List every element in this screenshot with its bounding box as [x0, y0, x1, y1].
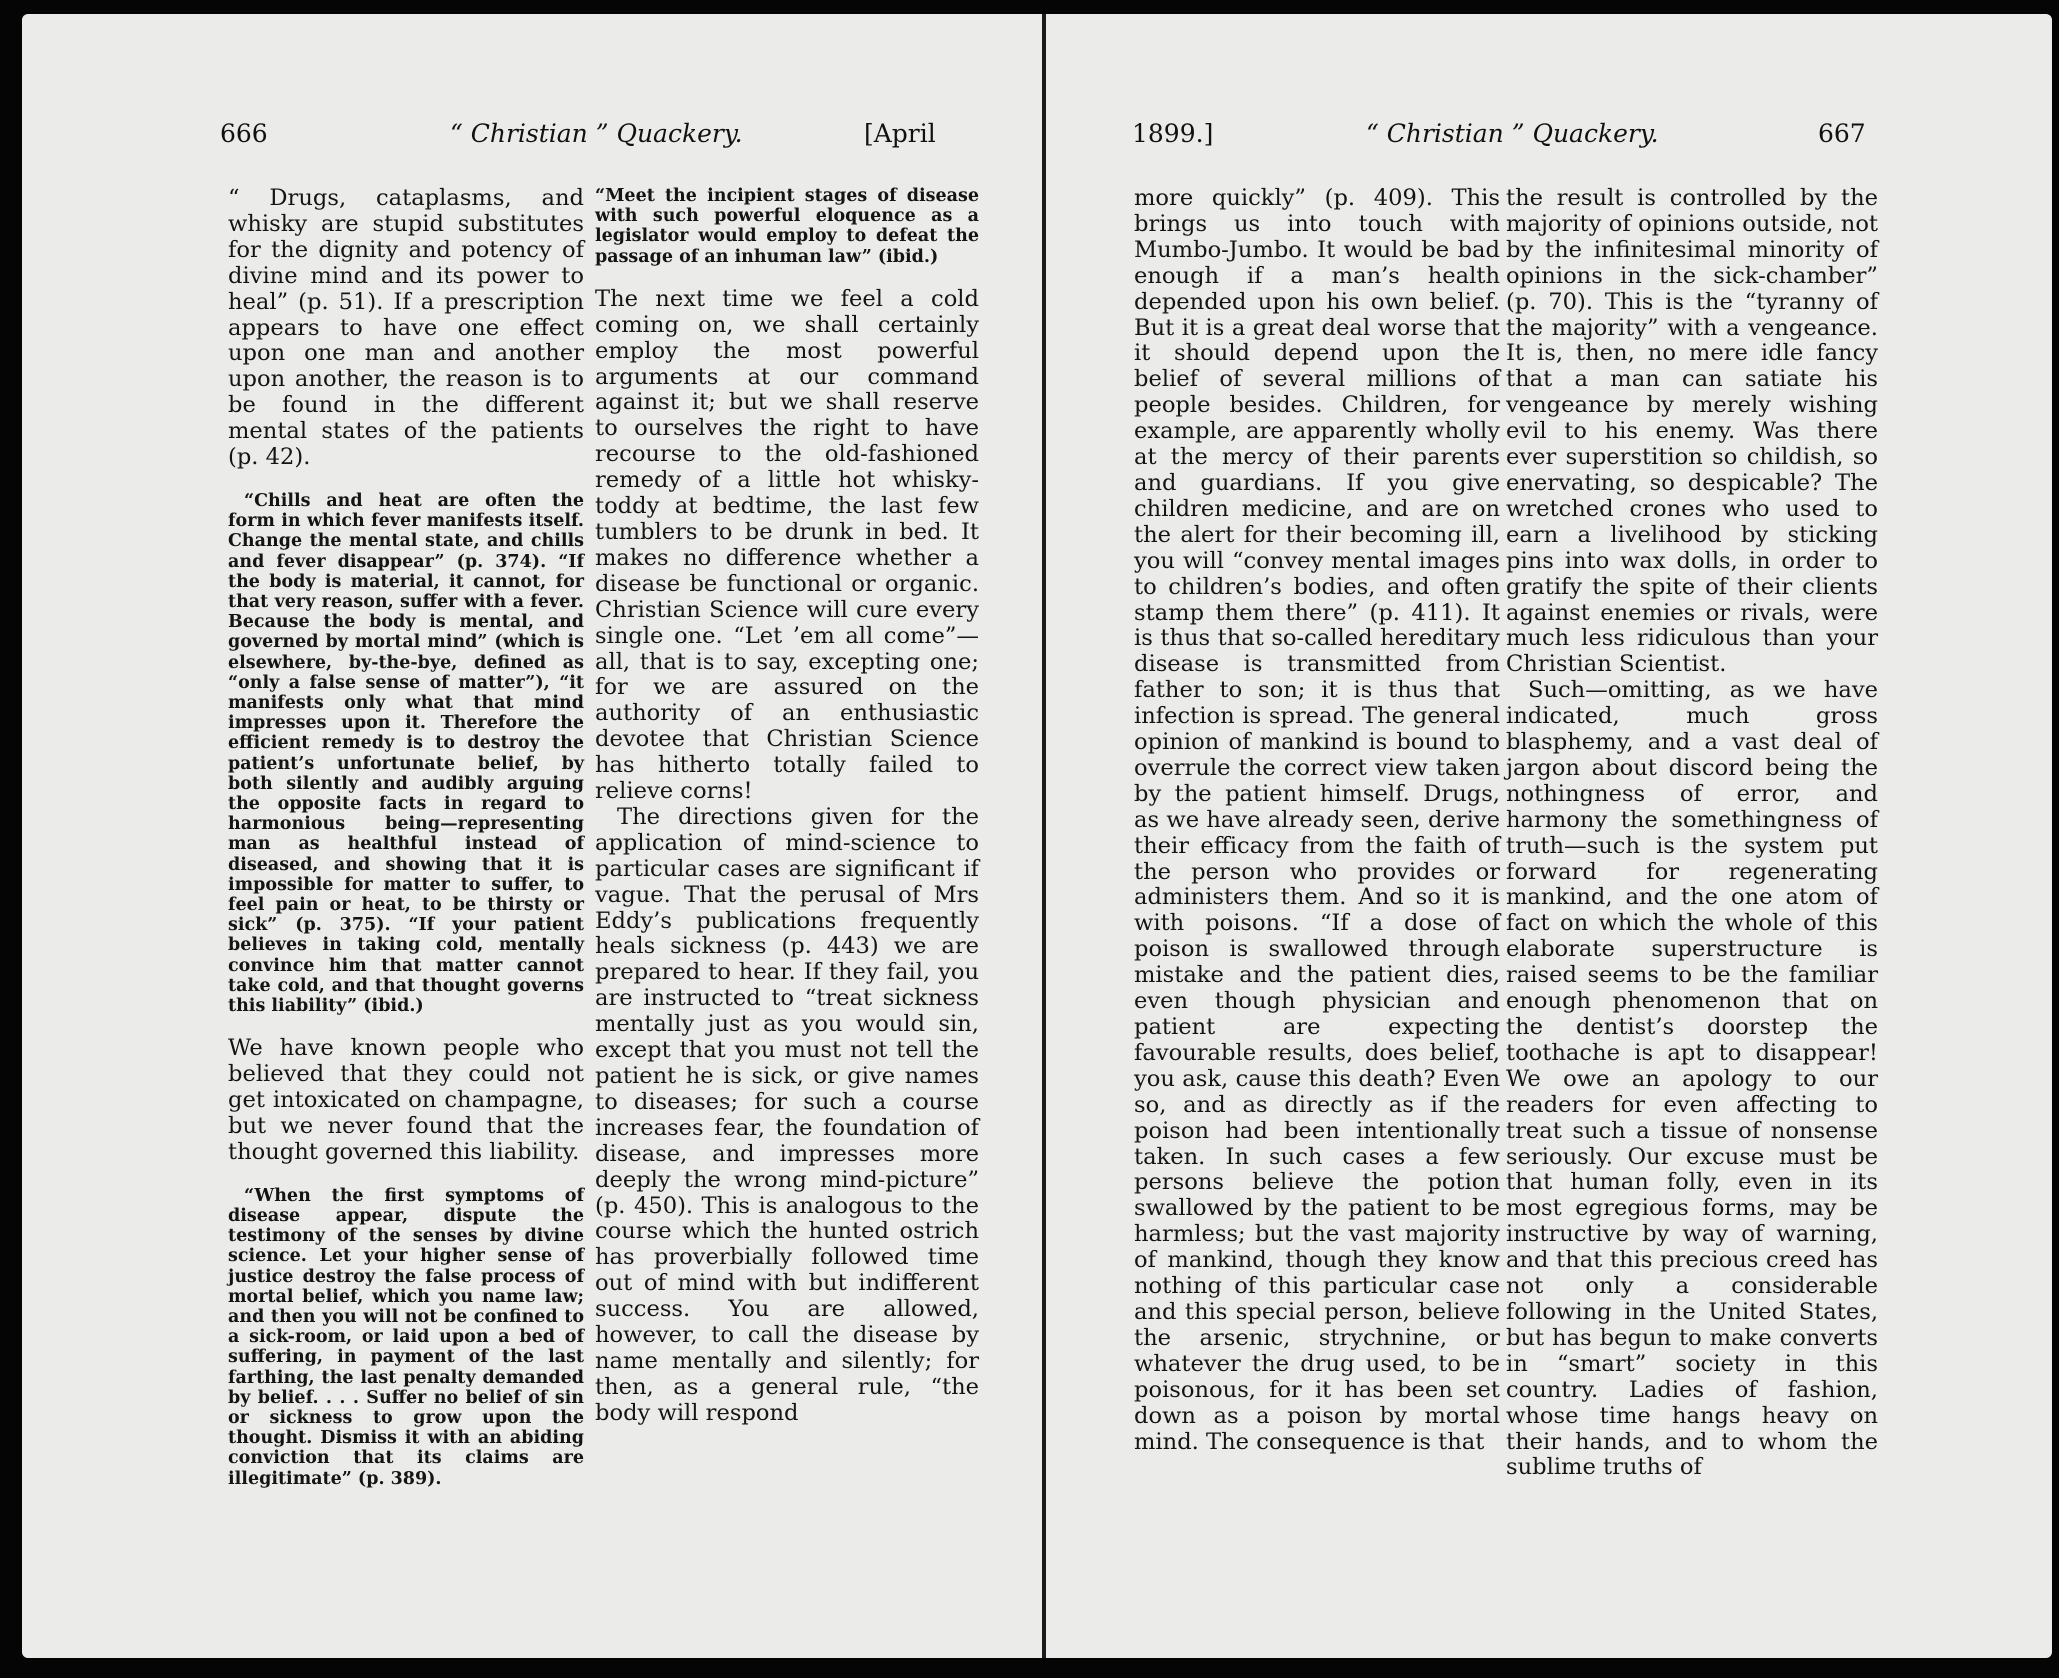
left-page — [22, 14, 1042, 1658]
paragraph: “ Drugs, cataplasms, and whisky are stupid substitutes for the dignity and potency of divine mind and its power to heal” (p. 51). If a prescription appears to have one effect upon one man and another upon another, the reason is to be found in the different mental states of the patients (p. 42). — [228, 185, 584, 471]
paragraph: more quickly” (p. 409). This brings us into touch with Mumbo-Jumbo. It would be bad enough if a man’s health depended upon his own belief. But it is a great deal worse that it should depend upon the belief of several millions of people besides. Children, for example, are apparently wholly at the mercy of their parents and guardians. If you give children medicine, and are on the alert for their becoming ill, you will “convey mental images to children’s bodies, and often stamp them there” (p. 411). It is thus that so-called hereditary disease is transmitted from father to son; it is thus that infection is spread. The general opinion of mankind is bound to overrule the correct view taken by the patient himself. Drugs, as we have already seen, derive their efficacy from the faith of the person who provides or administers them. And so it is with poisons. “If a dose of poison is swallowed through mistake and the patient dies, even though physician and patient are expecting favourable results, does belief, you ask, cause this death? Even so, and as directly as if the poison had been intentionally taken. In such cases a few persons believe the potion swallowed by the patient to be harmless; but the vast majority of mankind, though they know nothing of this particular case and this special person, believe the arsenic, strychnine, or whatever the drug used, to be poisonous, for it has been set down as a poison by mortal mind. The consequence is that — [1134, 185, 1500, 1455]
paragraph: The directions given for the application of mind-science to particular cases are significant if vague. That the perusal of Mrs Eddy’s publications frequently heals sickness (p. 443) we are prepared to hear. If they fail, you are instructed to “treat sickness mentally just as you would sin, except that you must not tell the patient he is sick, or give names to diseases; for such a course increases fear, the foundation of disease, and impresses more deeply the wrong mind-picture” (p. 450). This is analogous to the course which the hunted ostrich has proverbially followed time out of mind with but indifferent success. You are allowed, however, to call the disease by name mentally and silently; for then, as a general rule, “the body will respond — [595, 803, 979, 1426]
header-month: [April — [864, 119, 936, 148]
paragraph: the result is controlled by the majority of opinions outside, not by the infinitesimal minority of opinions in the sick-chamber” (p. 70). This is the “tyranny of the majority” with a vengeance. It is, then, no mere idle fancy that a man can satiate his vengeance by merely wishing evil to his enemy. Was there ever superstition so childish, so enervating, so despicable? The wretched crones who used to earn a livelihood by sticking pins into wax dolls, in order to gratify the spite of their clients against enemies or rivals, were much less ridiculous than your Christian Scientist. — [1506, 185, 1878, 678]
block-quote: “Meet the incipient stages of disease with such powerful eloquence as a legislator would employ to defeat the passage of an inhuman law” (ibid.) — [595, 186, 979, 267]
paragraph: Such—omitting, as we have indicated, much gross blasphemy, and a vast deal of jargon about discord being the nothingness of error, and harmony the somethingness of truth—such is the system put forward for regenerating mankind, and the one atom of fact on which the whole of this elaborate superstructure is raised seems to be the familiar enough phenomenon that on the dentist’s doorstep the toothache is apt to disappear! We owe an apology to our readers for even affecting to treat such a tissue of nonsense seriously. Our excuse must be that human folly, even in its most egregious forms, may be instructive by way of warning, and that this precious creed has not only a considerable following in the United States, but has begun to make converts in “smart” society in this country. Ladies of fashion, whose time hangs heavy on their hands, and to whom the sublime truths of — [1506, 677, 1878, 1481]
page-number: 666 — [220, 119, 268, 148]
paragraph: We have known people who believed that they could not get intoxicated on champagne, but we never found that the thought governed this liability. — [228, 1035, 584, 1165]
block-quote: “Chills and heat are often the form in which fever manifests itself. Change the mental state, and chills and fever disappear” (p. 374). “If the body is material, it cannot, for that very reason, suffer with a fever. Because the body is mental, and governed by mortal mind” (which is elsewhere, by-the-bye, defined as “only a false sense of matter”), “it manifests only what that mind impresses upon it. Therefore the efficient remedy is to destroy the patient’s unfortunate belief, by both silently and audibly arguing the opposite facts in regard to harmonious being—representing man as healthful instead of diseased, and showing that it is impossible for matter to suffer, to feel pain or heat, to be thirsty or sick” (p. 375). “If your patient believes in taking cold, mentally convince him that matter cannot take cold, and that thought governs this liability” (ibid.) — [228, 490, 584, 1017]
left-column-2 — [595, 186, 979, 1427]
right-column-1 — [1134, 186, 1500, 1455]
running-title: “ Christian ” Quackery. — [1366, 119, 1659, 148]
right-page — [1046, 14, 2052, 1658]
paragraph: The next time we feel a cold coming on, we shall certainly employ the most powerful arguments at our command against it; but we shall reserve to ourselves the right to have recourse to the old-fashioned remedy of a little hot whisky-toddy at bedtime, the last few tumblers to be drunk in bed. It makes no difference whether a disease be functional or organic. Christian Science will cure every single one. “Let ’em all come”—all, that is to say, excepting one; for we are assured on the authority of an enthusiastic devotee that Christian Science has hitherto totally failed to relieve corns! — [595, 285, 979, 805]
right-column-2 — [1506, 186, 1878, 1481]
running-title: “ Christian ” Quackery. — [450, 119, 743, 148]
left-column-1 — [228, 186, 584, 1489]
header-year: 1899.] — [1132, 119, 1214, 148]
block-quote: “When the first symptoms of disease appear, dispute the testimony of the senses by divine science. Let your higher sense of justice destroy the false process of mortal belief, which you name law; and then you will not be confined to a sick-room, or laid upon a bed of suffering, in payment of the last farthing, the last penalty demanded by belief. . . . Suffer no belief of sin or sickness to grow upon the thought. Dismiss it with an abiding conviction that its claims are illegitimate” (p. 389). — [228, 1185, 584, 1489]
page-number: 667 — [1818, 119, 1866, 148]
